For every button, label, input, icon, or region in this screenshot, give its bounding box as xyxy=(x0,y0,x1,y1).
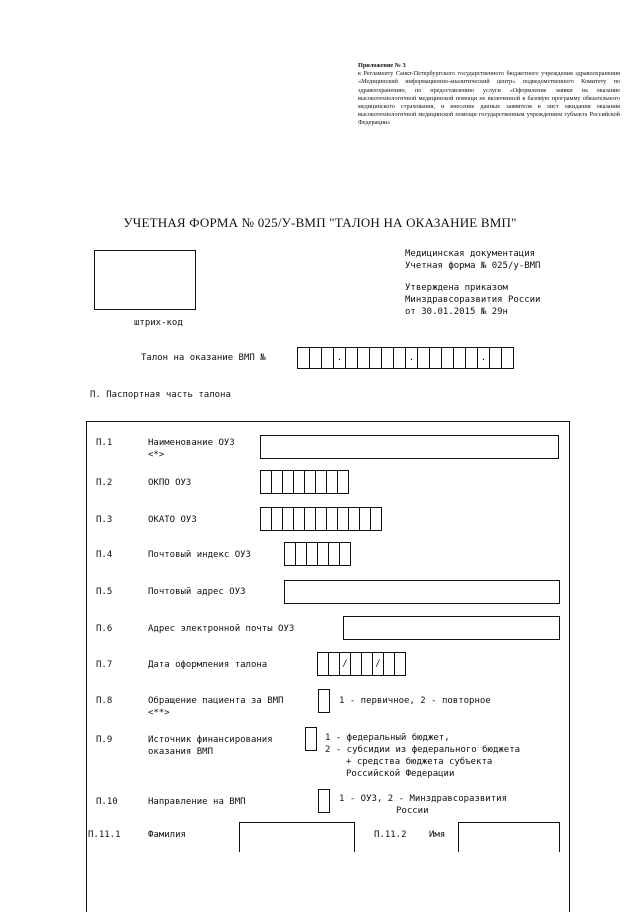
date-digit-cell[interactable] xyxy=(394,652,406,676)
field-number: П.11.2 xyxy=(374,830,407,840)
field-number: П.5 xyxy=(96,587,113,597)
field-option: 1 - федеральный бюджет, xyxy=(325,733,450,743)
appendix-text: к Регламенту Санкт-Петербургского государственного бюджетного учреждения здравоохранения «Медицинский информационно-аналитический центр» подведомственного Комитету по здравоохранению, по предоставлению услуги «Оформление заявки на оказание высокотехнологичной медицинской помощи не включенной в базовую программу обязательного медицинского страхования, и внесение данных заявителя в лист ожидания оказания высокотехнологичной медицинской помощи государственным учреждением субъекта Российской Федерации» xyxy=(358,70,620,127)
field-label: Почтовый адрес ОУЗ xyxy=(148,587,246,597)
field-label: Дата оформления талона xyxy=(148,660,268,670)
funding-source-input[interactable] xyxy=(305,727,317,751)
date-separator: / xyxy=(372,652,384,676)
appeal-type-input[interactable] xyxy=(318,689,330,713)
field-option: 1 - ОУЗ, 2 - Минздравсоразвития xyxy=(339,794,507,804)
field-label: оказания ВМП xyxy=(148,747,214,757)
field-number: П.9 xyxy=(96,735,113,745)
okato-digit-cell[interactable] xyxy=(370,507,382,531)
date-input-boxes[interactable] xyxy=(317,652,406,676)
doc-info-line: Медицинская документация xyxy=(405,249,536,259)
postal-index-boxes[interactable] xyxy=(284,542,351,566)
field-number: П.6 xyxy=(96,624,113,634)
field-number: П.11.1 xyxy=(88,830,121,840)
postal-digit-cell[interactable] xyxy=(339,542,351,566)
form-title: УЧЕТНАЯ ФОРМА № 025/У-ВМП "ТАЛОН НА ОКАЗАНИЕ ВМП" xyxy=(123,215,517,230)
okato-input-boxes[interactable] xyxy=(260,507,382,531)
talon-separator: . xyxy=(333,347,346,369)
field-label: Имя xyxy=(429,830,446,840)
barcode-box xyxy=(94,250,196,310)
field-option: Российской Федерации xyxy=(346,769,455,779)
field-label: Обращение пациента за ВМП xyxy=(148,696,284,706)
date-separator: / xyxy=(339,652,351,676)
doc-info-line: от 30.01.2015 № 29н xyxy=(405,307,508,317)
talon-number-label: Талон на оказание ВМП № xyxy=(141,353,266,363)
section-title: П. Паспортная часть талона xyxy=(90,390,231,400)
field-label: Наименование ОУЗ xyxy=(148,438,235,448)
ouz-name-input[interactable] xyxy=(260,435,559,459)
field-label: Фамилия xyxy=(148,830,186,840)
field-options: 1 - первичное, 2 - повторное xyxy=(339,696,491,706)
field-number: П.8 xyxy=(96,696,113,706)
appendix-note xyxy=(358,62,620,128)
talon-digit-cell[interactable] xyxy=(501,347,514,369)
appendix-header: Приложение № 3 xyxy=(358,62,406,69)
postal-address-input[interactable] xyxy=(284,580,560,604)
field-number: П.3 xyxy=(96,515,113,525)
barcode-label: штрих-код xyxy=(134,318,183,328)
field-number: П.4 xyxy=(96,550,113,560)
okpo-input-boxes[interactable] xyxy=(260,470,349,494)
field-label: Источник финансирования xyxy=(148,735,273,745)
field-option: 2 - субсидии из федерального бюджета xyxy=(325,745,521,755)
okpo-digit-cell[interactable] xyxy=(337,470,349,494)
doc-info-line: Учетная форма № 025/у-ВМП xyxy=(405,261,541,271)
field-label: Направление на ВМП xyxy=(148,797,246,807)
document-info xyxy=(405,248,540,318)
field-note: <*> xyxy=(148,450,165,460)
field-label: ОКАТО ОУЗ xyxy=(148,515,197,525)
field-number: П.10 xyxy=(96,797,118,807)
talon-separator: . xyxy=(477,347,490,369)
talon-number-boxes[interactable] xyxy=(297,347,514,369)
field-number: П.1 xyxy=(96,438,113,448)
field-label: Почтовый индекс ОУЗ xyxy=(148,550,251,560)
referral-type-input[interactable] xyxy=(318,789,330,813)
field-option: России xyxy=(396,806,429,816)
email-input[interactable] xyxy=(343,616,560,640)
field-number: П.7 xyxy=(96,660,113,670)
surname-input[interactable] xyxy=(239,822,355,852)
field-note: <**> xyxy=(148,708,170,718)
field-label: Адрес электронной почты ОУЗ xyxy=(148,624,295,634)
field-label: ОКПО ОУЗ xyxy=(148,478,192,488)
talon-separator: . xyxy=(405,347,418,369)
first-name-input[interactable] xyxy=(458,822,560,852)
field-number: П.2 xyxy=(96,478,113,488)
doc-info-line: Минздравсоразвития России xyxy=(405,295,541,305)
field-option: + средства бюджета субъекта xyxy=(346,757,493,767)
doc-info-line: Утверждена приказом xyxy=(405,283,508,293)
